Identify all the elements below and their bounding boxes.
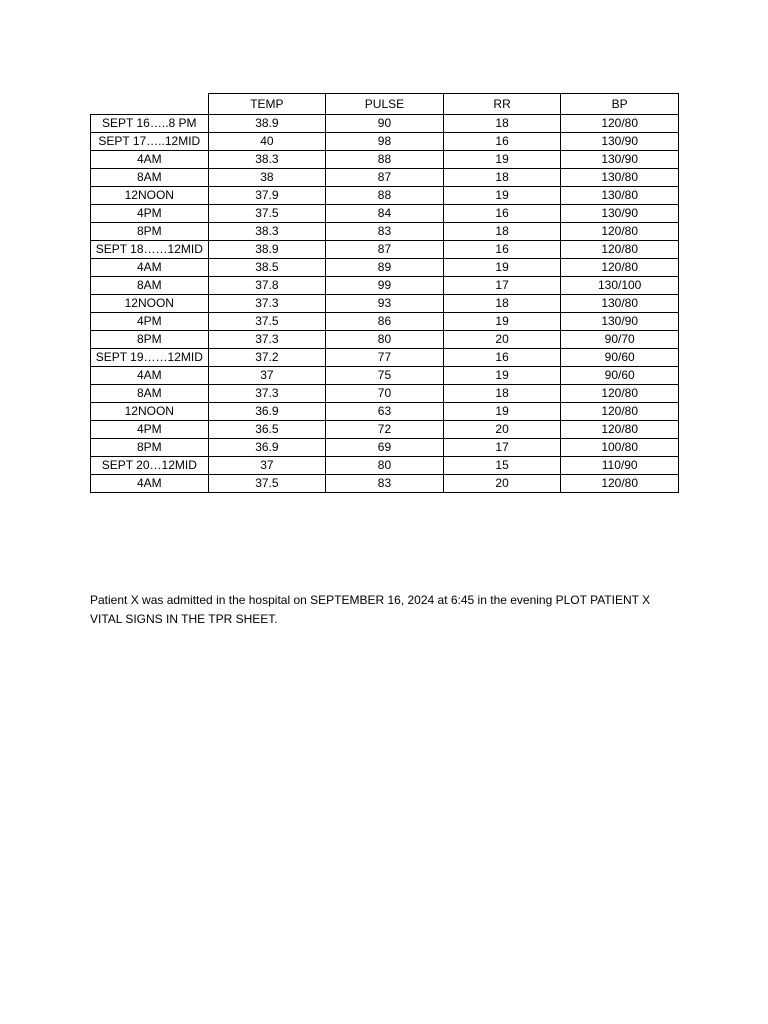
header-temp: TEMP [208,94,326,115]
pulse-cell: 80 [326,457,444,475]
table-header-row [91,94,679,115]
rr-cell: 19 [443,151,561,169]
pulse-cell: 88 [326,151,444,169]
bp-cell: 90/60 [561,367,679,385]
bp-cell: 130/90 [561,133,679,151]
bp-cell: 130/80 [561,169,679,187]
table-row [91,367,679,385]
pulse-cell: 80 [326,331,444,349]
pulse-cell: 89 [326,259,444,277]
temp-cell: 37 [208,457,326,475]
bp-cell: 120/80 [561,223,679,241]
bp-cell: 120/80 [561,385,679,403]
time-cell: 8AM [91,277,209,295]
bp-cell: 120/80 [561,259,679,277]
temp-cell: 37.2 [208,349,326,367]
rr-cell: 19 [443,259,561,277]
pulse-cell: 90 [326,115,444,133]
header-bp: BP [561,94,679,115]
table-row [91,349,679,367]
time-cell: SEPT 19……12MID [91,349,209,367]
temp-cell: 36.9 [208,403,326,421]
bp-cell: 90/70 [561,331,679,349]
temp-cell: 36.5 [208,421,326,439]
rr-cell: 15 [443,457,561,475]
pulse-cell: 87 [326,169,444,187]
time-cell: 8PM [91,331,209,349]
table-row [91,331,679,349]
bp-cell: 120/80 [561,403,679,421]
header-rr: RR [443,94,561,115]
time-cell: 4PM [91,421,209,439]
table-row [91,421,679,439]
bp-cell: 100/80 [561,439,679,457]
instruction-text: Patient X was admitted in the hospital on SEPTEMBER 16, 2024 at 6:45 in the evening PLOT PATIENT X VITAL SIGNS IN THE TPR SHEET. [90,593,651,626]
bp-cell: 130/90 [561,205,679,223]
time-cell: 12NOON [91,295,209,313]
table-row [91,169,679,187]
rr-cell: 16 [443,133,561,151]
pulse-cell: 87 [326,241,444,259]
table-body [91,115,679,493]
rr-cell: 17 [443,439,561,457]
rr-cell: 20 [443,331,561,349]
time-cell: SEPT 18……12MID [91,241,209,259]
time-cell: 8AM [91,169,209,187]
bp-cell: 120/80 [561,115,679,133]
table-row [91,259,679,277]
table-row [91,475,679,493]
bp-cell: 110/90 [561,457,679,475]
pulse-cell: 69 [326,439,444,457]
time-cell: SEPT 20…12MID [91,457,209,475]
temp-cell: 37.3 [208,295,326,313]
table-row [91,385,679,403]
temp-cell: 37.5 [208,475,326,493]
time-cell: 4AM [91,367,209,385]
temp-cell: 36.9 [208,439,326,457]
bp-cell: 130/80 [561,187,679,205]
time-cell: 8PM [91,439,209,457]
temp-cell: 40 [208,133,326,151]
time-cell: 8PM [91,223,209,241]
time-cell: 4AM [91,259,209,277]
rr-cell: 18 [443,385,561,403]
table-row [91,115,679,133]
time-cell: SEPT 16…..8 PM [91,115,209,133]
temp-cell: 38 [208,169,326,187]
pulse-cell: 75 [326,367,444,385]
table-row [91,313,679,331]
time-cell: 12NOON [91,403,209,421]
table-row [91,205,679,223]
rr-cell: 20 [443,421,561,439]
bp-cell: 130/80 [561,295,679,313]
rr-cell: 17 [443,277,561,295]
pulse-cell: 83 [326,475,444,493]
table-row [91,151,679,169]
header-pulse: PULSE [326,94,444,115]
time-cell: 4PM [91,313,209,331]
bp-cell: 120/80 [561,421,679,439]
temp-cell: 37.8 [208,277,326,295]
rr-cell: 18 [443,115,561,133]
pulse-cell: 77 [326,349,444,367]
rr-cell: 20 [443,475,561,493]
time-cell: 8AM [91,385,209,403]
pulse-cell: 83 [326,223,444,241]
header-blank-cell [91,94,209,115]
time-cell: 12NOON [91,187,209,205]
pulse-cell: 72 [326,421,444,439]
rr-cell: 18 [443,223,561,241]
time-cell: SEPT 17…..12MID [91,133,209,151]
time-cell: 4AM [91,475,209,493]
bp-cell: 120/80 [561,475,679,493]
bp-cell: 120/80 [561,241,679,259]
temp-cell: 37.9 [208,187,326,205]
pulse-cell: 99 [326,277,444,295]
rr-cell: 19 [443,313,561,331]
temp-cell: 37 [208,367,326,385]
table-row [91,133,679,151]
rr-cell: 19 [443,403,561,421]
temp-cell: 38.5 [208,259,326,277]
rr-cell: 16 [443,205,561,223]
bp-cell: 90/60 [561,349,679,367]
table-row [91,457,679,475]
time-cell: 4PM [91,205,209,223]
pulse-cell: 93 [326,295,444,313]
time-cell: 4AM [91,151,209,169]
pulse-cell: 84 [326,205,444,223]
vital-signs-table [90,93,679,493]
rr-cell: 18 [443,169,561,187]
table-row [91,187,679,205]
table-row [91,439,679,457]
rr-cell: 16 [443,241,561,259]
table-row [91,277,679,295]
pulse-cell: 88 [326,187,444,205]
rr-cell: 16 [443,349,561,367]
temp-cell: 38.3 [208,223,326,241]
temp-cell: 38.9 [208,241,326,259]
bp-cell: 130/90 [561,151,679,169]
rr-cell: 19 [443,187,561,205]
table-row [91,403,679,421]
temp-cell: 37.5 [208,313,326,331]
temp-cell: 38.9 [208,115,326,133]
bp-cell: 130/100 [561,277,679,295]
pulse-cell: 70 [326,385,444,403]
temp-cell: 37.3 [208,331,326,349]
rr-cell: 18 [443,295,561,313]
temp-cell: 38.3 [208,151,326,169]
pulse-cell: 86 [326,313,444,331]
table-row [91,295,679,313]
temp-cell: 37.5 [208,205,326,223]
pulse-cell: 98 [326,133,444,151]
bp-cell: 130/90 [561,313,679,331]
rr-cell: 19 [443,367,561,385]
table-row [91,241,679,259]
temp-cell: 37.3 [208,385,326,403]
pulse-cell: 63 [326,403,444,421]
table-row [91,223,679,241]
